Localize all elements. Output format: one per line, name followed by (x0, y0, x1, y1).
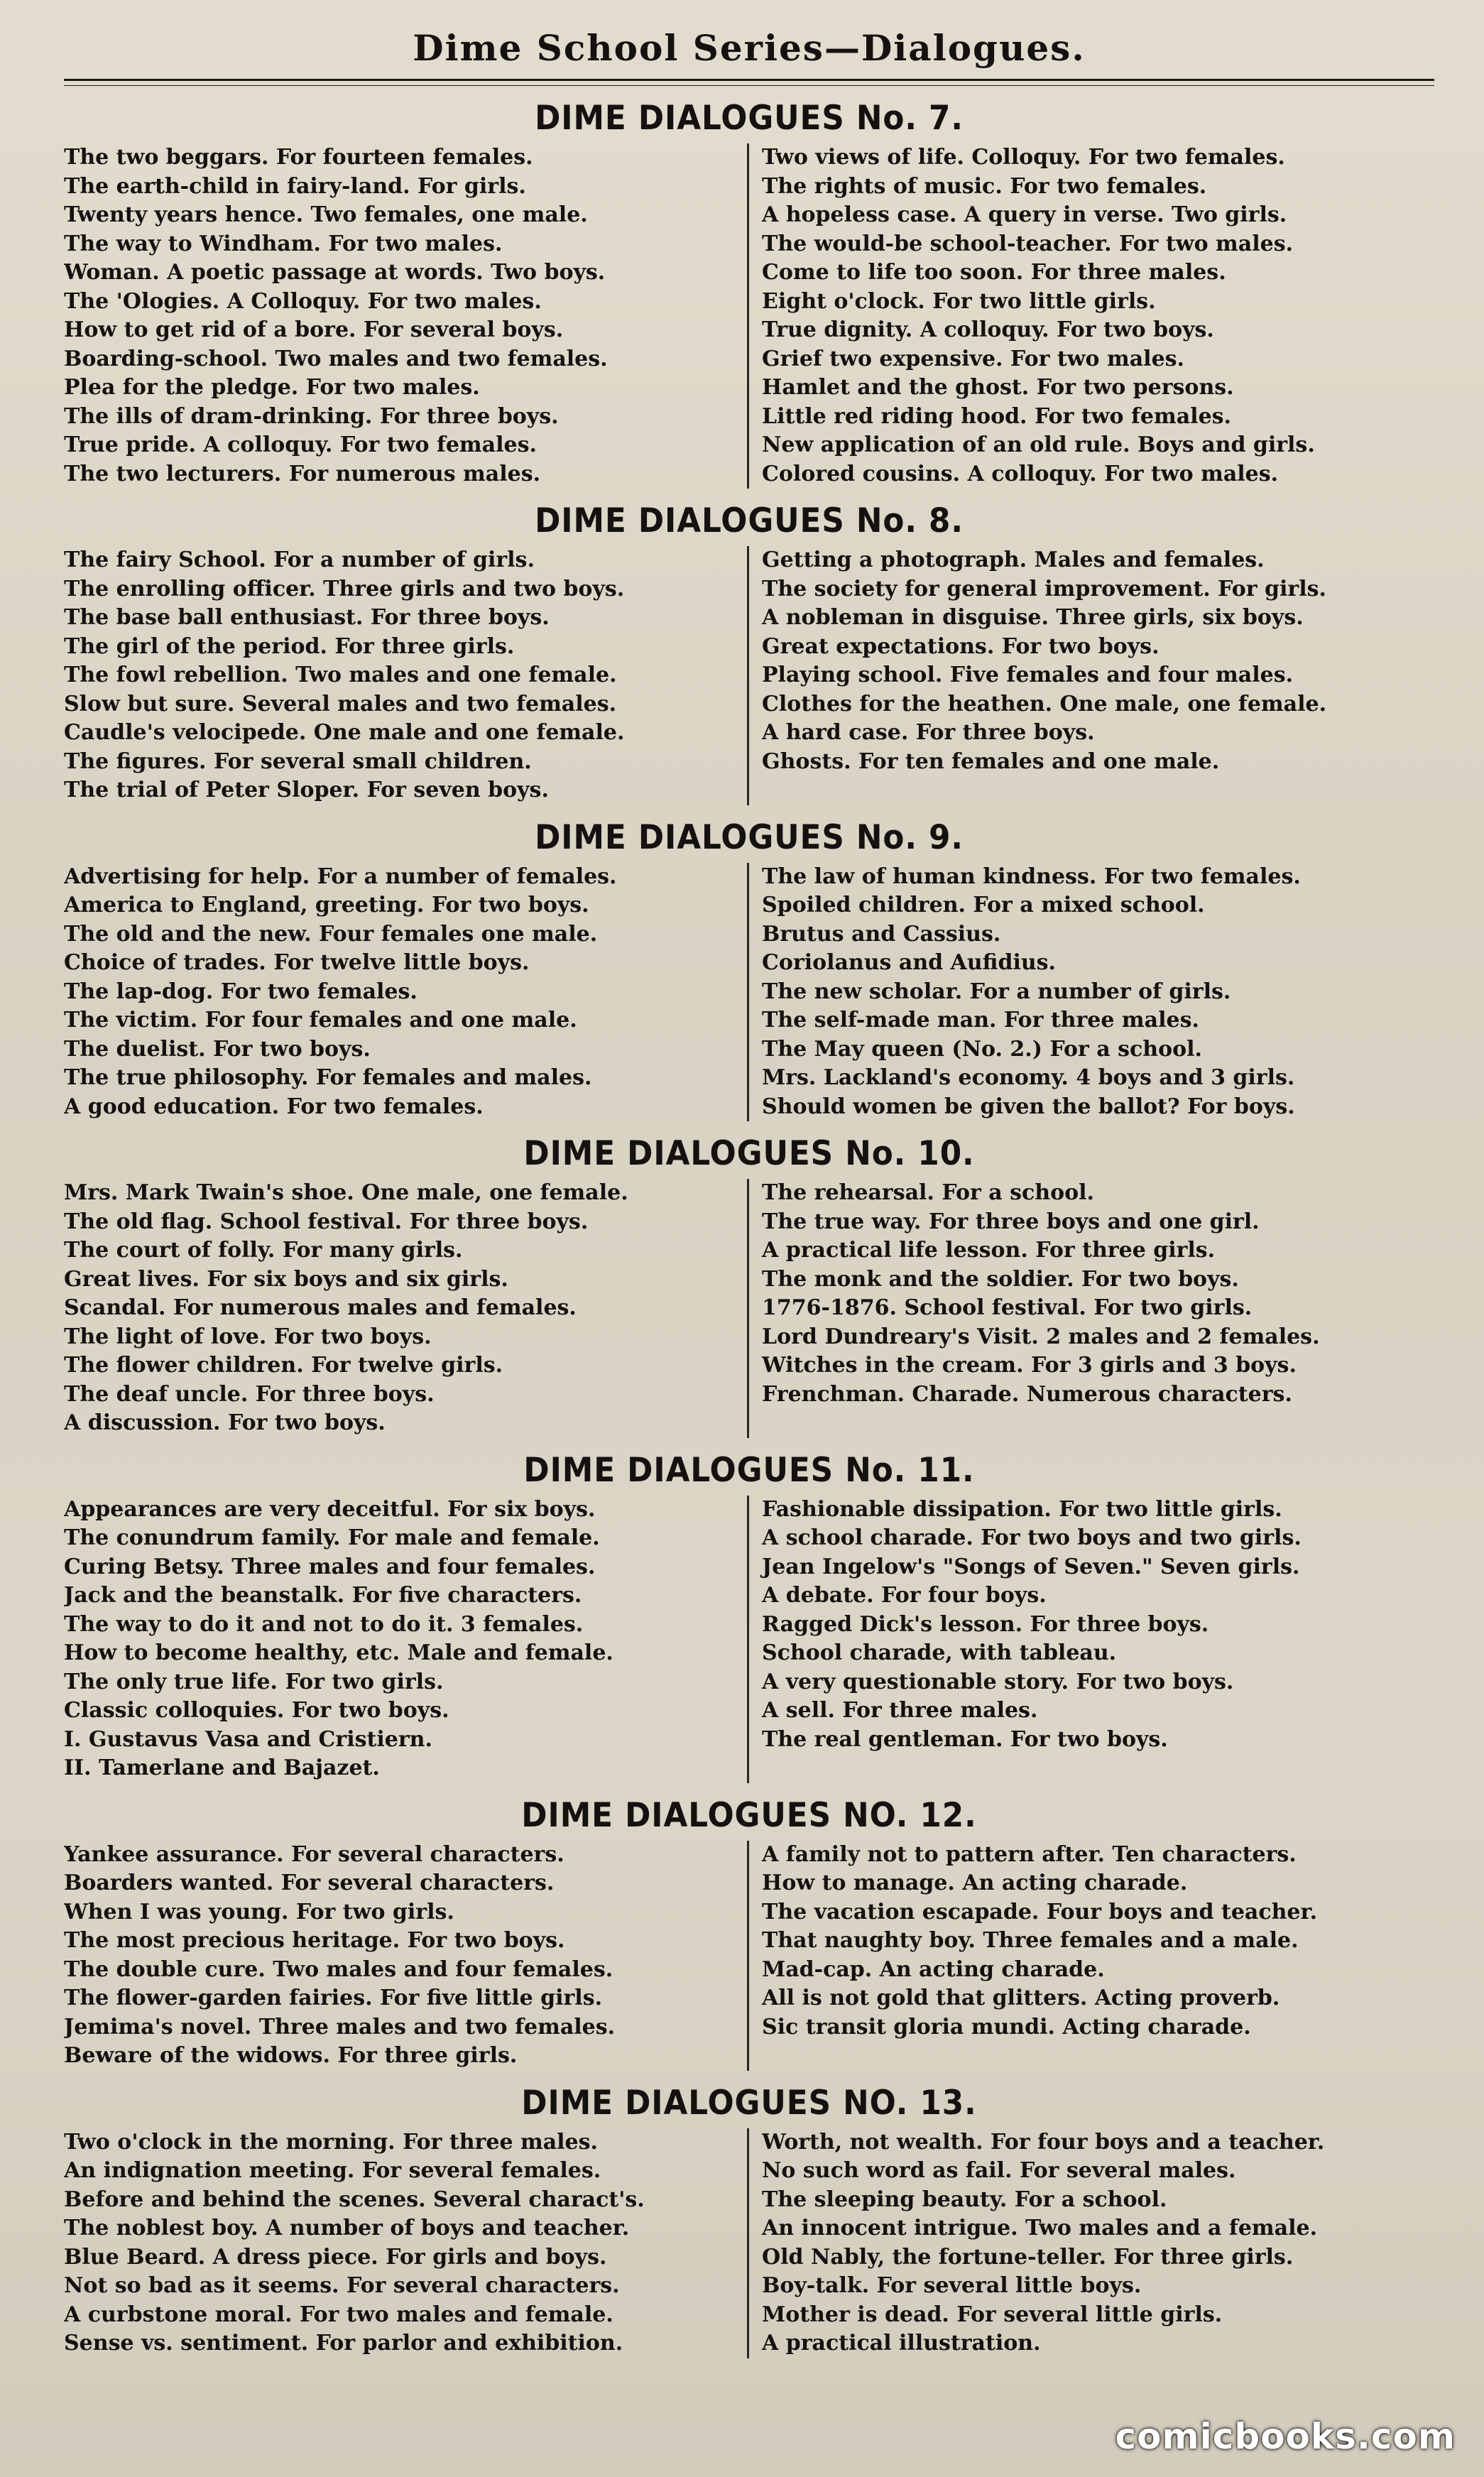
left-column (64, 863, 749, 1122)
list-item: An innocent intrigue. Two males and a female. (762, 2216, 1318, 2241)
right-column (749, 863, 1434, 1122)
list-item: Should women be given the ballot? For boys. (762, 1094, 1295, 1119)
dialogue-section (64, 99, 1434, 489)
list-item: The two beggars. For fourteen females. (64, 145, 533, 170)
list-item: The sleeping beauty. For a school. (762, 2187, 1167, 2212)
list-item: The law of human kindness. For two females. (762, 864, 1301, 889)
list-item: Boy-talk. For several little boys. (762, 2273, 1142, 2298)
right-column (749, 143, 1434, 489)
list-item: A discussion. For two boys. (64, 1410, 386, 1435)
list-item: Come to life too soon. For three males. (762, 260, 1226, 285)
section-title: DIME DIALOGUES No. 11. (523, 1450, 975, 1490)
list-item: The vacation escapade. Four boys and teacher. (762, 1899, 1318, 1925)
list-item: The old and the new. Four females one male. (64, 921, 598, 947)
list-item: Grief two expensive. For two males. (762, 346, 1184, 371)
list-item: A school charade. For two boys and two girls. (762, 1525, 1302, 1550)
list-item: The rights of music. For two females. (762, 173, 1207, 199)
right-column (749, 1179, 1434, 1438)
list-item: The lap-dog. For two females. (64, 979, 418, 1004)
list-item: Ragged Dick's lesson. For three boys. (762, 1611, 1209, 1637)
list-item: Fashionable dissipation. For two little girls. (762, 1496, 1282, 1522)
list-item: The society for general improvement. For girls. (762, 576, 1326, 601)
section-title: DIME DIALOGUES No. 7. (535, 99, 964, 138)
list-item: Advertising for help. For a number of females. (64, 864, 617, 889)
list-item: The 'Ologies. A Colloquy. For two males. (64, 288, 542, 314)
list-item: A practical life lesson. For three girls. (762, 1238, 1216, 1263)
dialogue-section (64, 1134, 1434, 1438)
list-item: Mother is dead. For several little girls. (762, 2302, 1223, 2327)
list-item: The fowl rebellion. Two males and one female. (64, 663, 617, 687)
dialogue-section (64, 501, 1434, 805)
left-column (64, 546, 749, 805)
list-item: Jean Ingelow's "Songs of Seven." Seven girls. (762, 1554, 1300, 1579)
list-item: Sic transit gloria mundi. Acting charade. (762, 2014, 1251, 2040)
list-item: The light of love. For two boys. (64, 1324, 432, 1349)
list-item: The fairy School. For a number of girls. (64, 548, 535, 572)
list-item: The duelist. For two boys. (64, 1036, 371, 1062)
page-header: Dime School Series—Dialogues. (413, 27, 1086, 69)
list-item: The old flag. School festival. For three boys. (64, 1209, 589, 1234)
list-item: Getting a photograph. Males and females. (762, 548, 1265, 572)
right-column (749, 1496, 1434, 1783)
list-item: Blue Beard. A dress piece. For girls and boys. (64, 2244, 607, 2270)
list-item: The two lecturers. For numerous males. (64, 461, 541, 486)
two-column-list (64, 863, 1434, 1122)
list-item: Sense vs. sentiment. For parlor and exhibition. (64, 2331, 623, 2356)
dialogue-section (64, 2084, 1434, 2358)
left-column (64, 143, 749, 489)
section-title: DIME DIALOGUES NO. 13. (521, 2083, 977, 2123)
list-item: Boarders wanted. For several characters. (64, 1871, 555, 1895)
watermark: comicbooks.com (1115, 2416, 1456, 2457)
list-item: The conundrum family. For male and female. (64, 1525, 600, 1550)
left-column (64, 1496, 749, 1783)
list-item: Appearances are very deceitful. For six boys. (64, 1496, 596, 1522)
left-column (64, 1841, 749, 2071)
list-item: No such word as fail. For several males. (762, 2158, 1236, 2183)
list-item: Little red riding hood. For two females. (762, 403, 1231, 429)
list-item: The flower children. For twelve girls. (64, 1353, 503, 1378)
list-item: The self-made man. For three males. (762, 1008, 1199, 1033)
list-item: The most precious heritage. For two boys. (64, 1928, 565, 1953)
two-column-list (64, 1179, 1434, 1438)
list-item: Plea for the pledge. For two males. (64, 375, 480, 400)
list-item: The victim. For four females and one male. (64, 1008, 577, 1033)
list-item: Lord Dundreary's Visit. 2 males and 2 females. (762, 1324, 1320, 1349)
list-item: Mrs. Lackland's economy. 4 boys and 3 girls. (762, 1065, 1295, 1090)
list-item: Yankee assurance. For several characters. (64, 1841, 564, 1867)
header-rule (64, 79, 1434, 86)
list-item: I. Gustavus Vasa and Cristiern. (64, 1726, 432, 1752)
list-item: How to become healthy, etc. Male and female. (64, 1640, 613, 1665)
right-column (749, 2128, 1434, 2358)
list-item: Slow but sure. Several males and two females. (64, 691, 617, 717)
dialogue-section (64, 1451, 1434, 1783)
list-item: Frenchman. Charade. Numerous characters. (762, 1381, 1292, 1407)
list-item: Hamlet and the ghost. For two persons. (762, 375, 1234, 400)
list-item: Not so bad as it seems. For several characters. (64, 2273, 620, 2298)
right-column (749, 1841, 1434, 2071)
list-item: Caudle's velocipede. One male and one female. (64, 720, 625, 745)
list-item: The only true life. For two girls. (64, 1669, 444, 1694)
list-item: The true way. For three boys and one girl. (762, 1209, 1260, 1234)
list-item: The flower-garden fairies. For five little girls. (64, 1986, 603, 2010)
list-item: Curing Betsy. Three males and four females. (64, 1554, 596, 1579)
list-item: The would-be school-teacher. For two males. (762, 231, 1294, 256)
two-column-list (64, 1496, 1434, 1783)
list-item: Two views of life. Colloquy. For two females. (762, 145, 1285, 170)
dialogue-sections (64, 99, 1434, 2358)
dialogue-section (64, 818, 1434, 1122)
list-item: Classic colloquies. For two boys. (64, 1698, 449, 1723)
list-item: Boarding-school. Two males and two females. (64, 346, 608, 371)
list-item: A nobleman in disguise. Three girls, six boys. (762, 605, 1304, 630)
list-item: That naughty boy. Three females and a male. (762, 1928, 1299, 1953)
list-item: True dignity. A colloquy. For two boys. (762, 317, 1214, 342)
list-item: The rehearsal. For a school. (762, 1180, 1094, 1205)
list-item: An indignation meeting. For several females. (64, 2158, 601, 2183)
list-item: Playing school. Five females and four males. (762, 663, 1294, 687)
list-item: Woman. A poetic passage at words. Two boys. (64, 260, 606, 285)
list-item: School charade, with tableau. (762, 1640, 1117, 1665)
list-item: 1776-1876. School festival. For two girls. (762, 1295, 1253, 1320)
list-item: New application of an old rule. Boys and girls. (762, 432, 1315, 457)
two-column-list (64, 1841, 1434, 2071)
list-item: Old Nably, the fortune-teller. For three girls. (762, 2244, 1294, 2270)
list-item: Beware of the widows. For three girls. (64, 2043, 518, 2068)
right-column (749, 546, 1434, 805)
section-title: DIME DIALOGUES No. 8. (535, 501, 964, 540)
two-column-list (64, 546, 1434, 805)
list-item: The monk and the soldier. For two boys. (762, 1266, 1239, 1292)
list-item: The double cure. Two males and four females. (64, 1956, 613, 1982)
list-item: A very questionable story. For two boys. (762, 1669, 1234, 1694)
list-item: II. Tamerlane and Bajazet. (64, 1755, 380, 1780)
list-item: The new scholar. For a number of girls. (762, 979, 1231, 1004)
left-column (64, 2128, 749, 2358)
list-item: All is not gold that glitters. Acting proverb. (762, 1986, 1280, 2010)
list-item: Worth, not wealth. For four boys and a teacher. (762, 2129, 1325, 2155)
list-item: America to England, greeting. For two boys. (64, 893, 589, 918)
section-title: DIME DIALOGUES No. 10. (523, 1134, 975, 1173)
section-title: DIME DIALOGUES NO. 12. (521, 1795, 977, 1835)
list-item: A hopeless case. A query in verse. Two girls. (762, 202, 1287, 227)
list-item: A good education. For two females. (64, 1094, 484, 1119)
two-column-list (64, 143, 1434, 489)
list-item: A sell. For three males. (762, 1698, 1038, 1723)
list-item: Eight o'clock. For two little girls. (762, 288, 1156, 314)
list-item: Scandal. For numerous males and females. (64, 1295, 577, 1320)
list-item: How to manage. An acting charade. (762, 1871, 1188, 1895)
list-item: A debate. For four boys. (762, 1583, 1047, 1608)
list-item: Twenty years hence. Two females, one male. (64, 202, 588, 227)
list-item: Clothes for the heathen. One male, one female. (762, 691, 1327, 717)
list-item: The ills of dram-drinking. For three boys. (64, 403, 559, 429)
list-item: The May queen (No. 2.) For a school. (762, 1036, 1202, 1062)
list-item: Ghosts. For ten females and one male. (762, 748, 1220, 774)
section-title: DIME DIALOGUES No. 9. (535, 817, 964, 857)
list-item: The true philosophy. For females and males. (64, 1065, 592, 1090)
list-item: The earth-child in fairy-land. For girls. (64, 173, 526, 199)
list-item: The base ball enthusiast. For three boys. (64, 605, 550, 630)
list-item: The way to Windham. For two males. (64, 231, 503, 256)
list-item: Choice of trades. For twelve little boys. (64, 950, 530, 975)
list-item: A family not to pattern after. Ten characters. (762, 1841, 1297, 1867)
list-item: Before and behind the scenes. Several charact's. (64, 2187, 645, 2212)
list-item: A practical illustration. (762, 2331, 1041, 2356)
list-item: The girl of the period. For three girls. (64, 633, 515, 659)
list-item: The noblest boy. A number of boys and teacher. (64, 2216, 630, 2241)
list-item: When I was young. For two girls. (64, 1899, 454, 1925)
list-item: The figures. For several small children. (64, 748, 532, 774)
list-item: Witches in the cream. For 3 girls and 3 boys. (762, 1353, 1297, 1378)
list-item: Spoiled children. For a mixed school. (762, 893, 1205, 918)
list-item: The way to do it and not to do it. 3 females. (64, 1611, 584, 1637)
list-item: The trial of Peter Sloper. For seven boys. (64, 778, 549, 802)
list-item: True pride. A colloquy. For two females. (64, 432, 537, 457)
two-column-list (64, 2128, 1434, 2358)
list-item: Two o'clock in the morning. For three males. (64, 2129, 598, 2155)
list-item: Colored cousins. A colloquy. For two males. (762, 461, 1279, 486)
list-item: Jemima's novel. Three males and two females. (64, 2014, 616, 2040)
list-item: Coriolanus and Aufidius. (762, 950, 1056, 975)
list-item: Jack and the beanstalk. For five characters. (64, 1583, 582, 1608)
list-item: The real gentleman. For two boys. (762, 1726, 1168, 1752)
left-column (64, 1179, 749, 1438)
list-item: A curbstone moral. For two males and female. (64, 2302, 613, 2327)
dialogue-section (64, 1796, 1434, 2071)
list-item: The enrolling officer. Three girls and two boys. (64, 576, 625, 601)
list-item: A hard case. For three boys. (762, 720, 1095, 745)
list-item: Great lives. For six boys and six girls. (64, 1266, 508, 1292)
list-item: Brutus and Cassius. (762, 921, 1001, 947)
list-item: Mrs. Mark Twain's shoe. One male, one female. (64, 1180, 628, 1205)
list-item: Great expectations. For two boys. (762, 633, 1160, 659)
list-item: The deaf uncle. For three boys. (64, 1381, 435, 1407)
list-item: The court of folly. For many girls. (64, 1238, 463, 1263)
list-item: Mad-cap. An acting charade. (762, 1956, 1105, 1982)
list-item: How to get rid of a bore. For several boys. (64, 317, 564, 342)
